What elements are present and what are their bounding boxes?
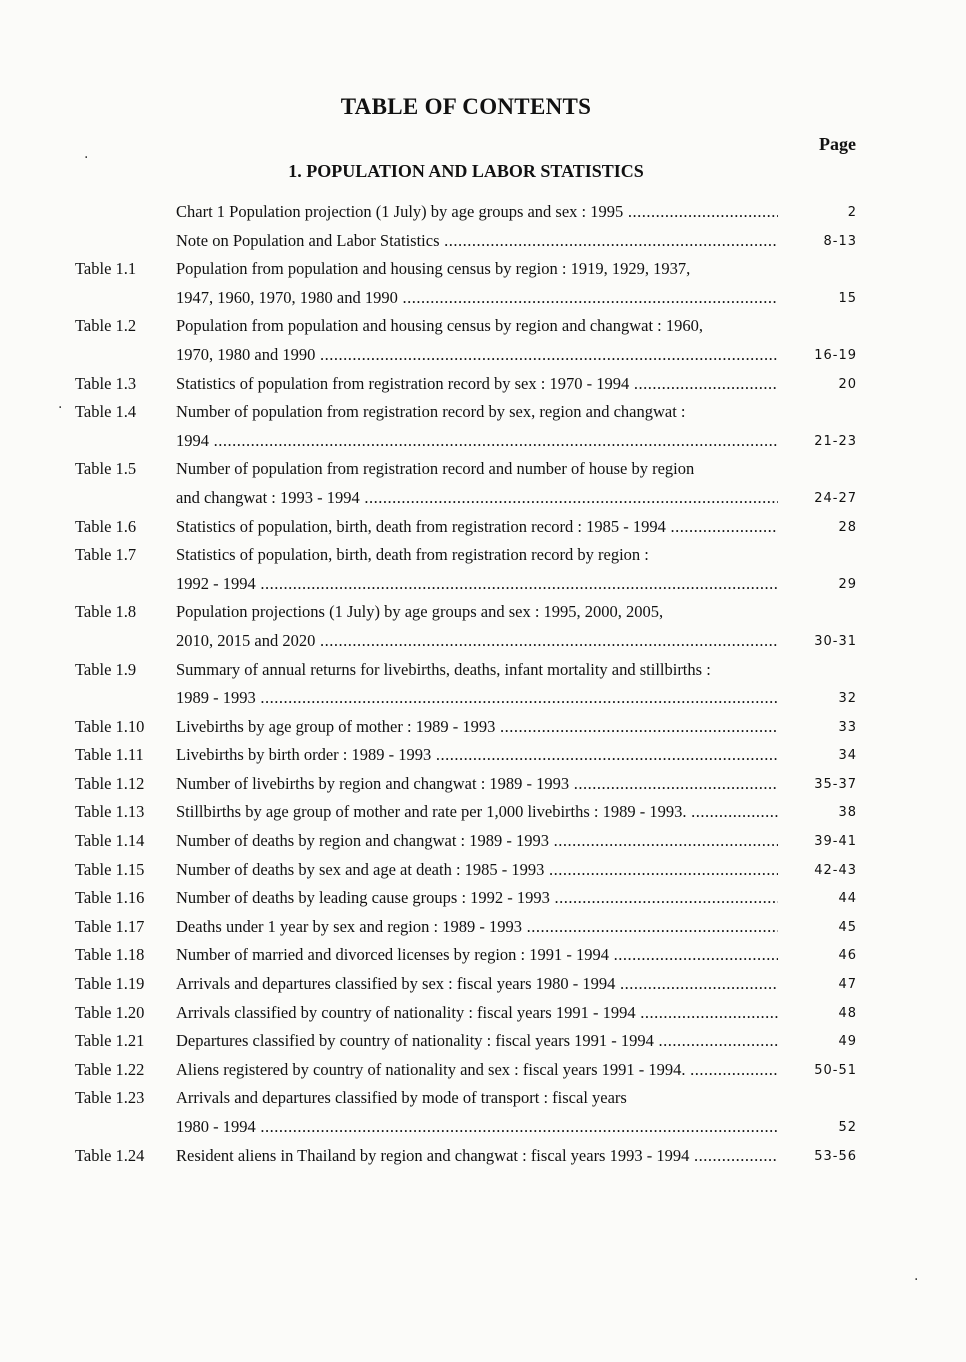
toc-entry[interactable] [0, 741, 966, 770]
toc-entry-page: 20 [838, 376, 857, 392]
toc-entry-page: 16-19 [814, 347, 857, 363]
toc-entry-title: Deaths under 1 year by sex and region : 1989 - 1993 ..... [176, 913, 778, 942]
toc-entry-label: Table 1.20 [75, 1002, 145, 1022]
toc-entry-line [0, 627, 966, 656]
toc-entry-title: Number of deaths by region and changwat : 1989 - 1993 ..... [176, 827, 778, 856]
toc-entry-label: Table 1.11 [75, 745, 144, 765]
toc-entry-page: 47 [838, 977, 857, 993]
toc-entry[interactable] [0, 598, 966, 655]
toc-entry-page: 33 [838, 719, 857, 735]
toc-entry-line [0, 713, 966, 742]
toc-entry-line [0, 1113, 966, 1142]
toc-entry-label: Table 1.16 [75, 888, 145, 908]
toc-entry[interactable] [0, 1027, 966, 1056]
toc-entry-line [0, 1084, 966, 1113]
scan-speck: · [58, 400, 63, 416]
toc-entry-label: Table 1.12 [75, 773, 145, 793]
toc-entry-title: Statistics of population from registration record by sex : 1970 - 1994 ..... [176, 370, 778, 399]
toc-entry-title: 1947, 1960, 1970, 1980 and 1990 ..... [176, 284, 778, 313]
toc-entry-line [0, 455, 966, 484]
toc-entry-title: 1980 - 1994 ..... [176, 1113, 778, 1142]
toc-entry-title: Livebirths by age group of mother : 1989 - 1993 ..... [176, 713, 778, 742]
toc-entry-title: Statistics of population, birth, death from registration record by region : [176, 545, 649, 565]
toc-entry-line [0, 856, 966, 885]
toc-entry-line [0, 656, 966, 685]
toc-entry-page: 32 [838, 691, 857, 707]
toc-entry-title: 1992 - 1994 ..... [176, 570, 778, 599]
toc-entry-title: Chart 1 Population projection (1 July) by age groups and sex : 1995 ..... [176, 198, 778, 227]
toc-entry-title: Number of livebirths by region and changwat : 1989 - 1993 ..... [176, 770, 778, 799]
toc-entry-page: 39-41 [814, 834, 857, 850]
toc-entry-line [0, 741, 966, 770]
toc-entry[interactable] [0, 827, 966, 856]
toc-entry-label: Table 1.5 [75, 459, 137, 479]
toc-entry[interactable] [0, 455, 966, 512]
toc-entry-line [0, 913, 966, 942]
toc-entry[interactable] [0, 198, 966, 227]
toc-entry-label: Table 1.6 [75, 516, 137, 536]
toc-entry[interactable] [0, 856, 966, 885]
toc-entry-label: Table 1.15 [75, 859, 145, 879]
toc-entry-title: 1989 - 1993 ..... [176, 684, 778, 713]
toc-entry-line [0, 884, 966, 913]
toc-entry-page: 21-23 [814, 433, 857, 449]
toc-entry-title: Livebirths by birth order : 1989 - 1993 ..... [176, 741, 778, 770]
toc-entry-label: Table 1.22 [75, 1059, 145, 1079]
toc-entry-title: Stillbirths by age group of mother and rate per 1,000 livebirths : 1989 - 1993. ..... [176, 798, 778, 827]
toc-entry-page: 35-37 [814, 776, 857, 792]
toc-entry-page: 45 [838, 919, 857, 935]
toc-entry-line [0, 970, 966, 999]
toc-entry[interactable] [0, 1056, 966, 1085]
toc-entry-title: 1994 ..... [176, 427, 778, 456]
toc-entry-page: 8-13 [823, 233, 857, 249]
toc-entry-line [0, 598, 966, 627]
toc-list [0, 198, 966, 1170]
toc-entry-line [0, 398, 966, 427]
toc-entry-title: 2010, 2015 and 2020 ..... [176, 627, 778, 656]
toc-entry-line [0, 1142, 966, 1171]
toc-entry-label: Table 1.23 [75, 1088, 145, 1108]
section-title: 1. POPULATION AND LABOR STATISTICS [288, 161, 644, 181]
toc-entry-line [0, 827, 966, 856]
toc-entry-line [0, 513, 966, 542]
toc-entry[interactable] [0, 370, 966, 399]
toc-entry-title: Arrivals and departures classified by sex : fiscal years 1980 - 1994 ..... [176, 970, 778, 999]
toc-entry[interactable] [0, 398, 966, 455]
toc-entry[interactable] [0, 913, 966, 942]
toc-entry-line [0, 312, 966, 341]
toc-entry-title: 1970, 1980 and 1990 ..... [176, 341, 778, 370]
toc-entry-title: Arrivals classified by country of nationality : fiscal years 1991 - 1994 ..... [176, 999, 778, 1028]
toc-entry-page: 38 [838, 805, 857, 821]
toc-entry[interactable] [0, 713, 966, 742]
toc-entry-page: 46 [838, 948, 857, 964]
toc-entry[interactable] [0, 970, 966, 999]
toc-entry-title: Aliens registered by country of nationality and sex : fiscal years 1991 - 1994. ..... [176, 1056, 778, 1085]
toc-entry-title: Number of population from registration record by sex, region and changwat : [176, 402, 686, 422]
toc-entry-label: Table 1.14 [75, 831, 145, 851]
toc-entry-page: 50-51 [814, 1062, 857, 1078]
toc-entry-page: 28 [838, 519, 857, 535]
page-column-header: Page [819, 134, 856, 154]
toc-entry-line [0, 284, 966, 313]
toc-entry[interactable] [0, 884, 966, 913]
toc-entry-line [0, 684, 966, 713]
toc-entry-title: Departures classified by country of nationality : fiscal years 1991 - 1994 ..... [176, 1027, 778, 1056]
toc-entry-page: 24-27 [814, 490, 857, 506]
toc-entry-title: Number of married and divorced licenses by region : 1991 - 1994 ..... [176, 941, 778, 970]
toc-entry-page: 44 [838, 891, 857, 907]
toc-entry-line [0, 341, 966, 370]
toc-entry-label: Table 1.17 [75, 916, 145, 936]
toc-entry-label: Table 1.9 [75, 659, 137, 679]
toc-entry-title: Resident aliens in Thailand by region and changwat : fiscal years 1993 - 1994 ..... [176, 1142, 778, 1171]
toc-entry-title: Summary of annual returns for livebirths, deaths, infant mortality and stillbirths : [176, 659, 711, 679]
toc-entry-line [0, 541, 966, 570]
toc-entry-line [0, 798, 966, 827]
toc-entry-label: Table 1.8 [75, 602, 137, 622]
toc-entry-line [0, 198, 966, 227]
scan-speck: · [84, 150, 89, 166]
toc-entry[interactable] [0, 227, 966, 256]
toc-entry-label: Table 1.18 [75, 945, 145, 965]
toc-entry-title: Statistics of population, birth, death from registration record : 1985 - 1994 ..... [176, 513, 778, 542]
toc-entry[interactable] [0, 656, 966, 713]
toc-entry-title: Note on Population and Labor Statistics ..... [176, 227, 778, 256]
toc-entry-line [0, 1056, 966, 1085]
toc-entry-line [0, 570, 966, 599]
toc-entry-title: Population from population and housing census by region : 1919, 1929, 1937, [176, 259, 691, 279]
toc-entry-line [0, 255, 966, 284]
toc-entry-title: Number of population from registration record and number of house by region [176, 459, 695, 479]
toc-entry-title: Number of deaths by sex and age at death : 1985 - 1993 ..... [176, 856, 778, 885]
toc-entry-page: 29 [838, 576, 857, 592]
toc-entry-label: Table 1.13 [75, 802, 145, 822]
toc-entry-line [0, 370, 966, 399]
toc-entry[interactable] [0, 513, 966, 542]
page-title: TABLE OF CONTENTS [340, 94, 592, 119]
toc-entry-label: Table 1.19 [75, 974, 145, 994]
toc-entry-page: 53-56 [814, 1148, 857, 1164]
toc-entry-title: Population projections (1 July) by age groups and sex : 1995, 2000, 2005, [176, 602, 664, 622]
toc-entry[interactable] [0, 312, 966, 369]
toc-entry-line [0, 770, 966, 799]
toc-entry-page: 30-31 [814, 633, 857, 649]
toc-entry-page: 2 [847, 205, 857, 220]
toc-entry-label: Table 1.2 [75, 316, 137, 336]
toc-entry[interactable] [0, 541, 966, 598]
toc-entry-line [0, 999, 966, 1028]
toc-entry-label: Table 1.21 [75, 1031, 145, 1051]
toc-entry-title: Arrivals and departures classified by mode of transport : fiscal years [176, 1088, 627, 1108]
toc-entry-label: Table 1.7 [75, 545, 137, 565]
toc-entry-label: Table 1.24 [75, 1145, 145, 1165]
toc-entry-title: Population from population and housing census by region and changwat : 1960, [176, 316, 704, 336]
toc-entry-title: Number of deaths by leading cause groups : 1992 - 1993 ..... [176, 884, 778, 913]
toc-entry-title: and changwat : 1993 - 1994 ..... [176, 484, 778, 513]
toc-entry-page: 48 [838, 1005, 857, 1021]
toc-entry-page: 52 [838, 1120, 857, 1135]
toc-entry-page: 42-43 [814, 862, 857, 878]
toc-entry[interactable] [0, 770, 966, 799]
toc-entry-page: 15 [838, 290, 857, 306]
scan-speck: · [914, 1272, 919, 1288]
toc-entry-line [0, 941, 966, 970]
toc-entry-label: Table 1.1 [75, 259, 137, 279]
toc-entry-line [0, 1027, 966, 1056]
toc-entry-label: Table 1.3 [75, 373, 137, 393]
toc-entry-label: Table 1.4 [75, 402, 137, 422]
toc-entry[interactable] [0, 1142, 966, 1171]
toc-entry-line [0, 484, 966, 513]
toc-entry[interactable] [0, 999, 966, 1028]
toc-entry-page: 34 [838, 748, 857, 764]
toc-entry-page: 49 [838, 1034, 857, 1050]
toc-entry[interactable] [0, 255, 966, 312]
toc-entry-label: Table 1.10 [75, 716, 145, 736]
toc-entry[interactable] [0, 798, 966, 827]
toc-entry-line [0, 227, 966, 256]
toc-entry[interactable] [0, 1084, 966, 1141]
toc-entry[interactable] [0, 941, 966, 970]
toc-entry-line [0, 427, 966, 456]
